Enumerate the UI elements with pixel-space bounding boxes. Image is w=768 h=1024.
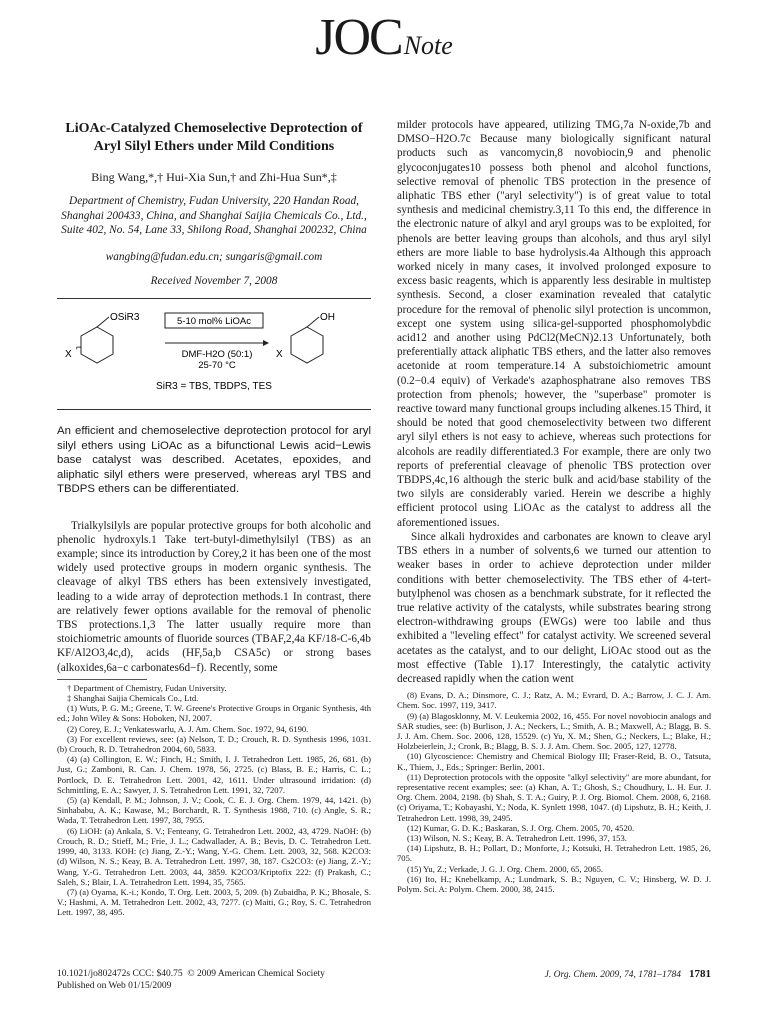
paragraph: Since alkali hydroxides and carbonates are known to cleave aryl TBS ethers in a number of solvents,6 we turned our attention to weaker bases in order to achieve deprotection under milder conditions with better chemoselectivity. The TBS ether of 4-tert-butylphenol was chosen as a benchmark substrate, for it reflected the true relative activity of the catalysts, while substrates bearing strong electron-withdrawing groups (EWGs) were too labile and thus exhibited a "leveling effect" for catalyst activity. We screened several acetates as the catalyst, and to our delight, LiOAc stood out as the most effective (Table 1).17 Interestingly, the catalytic activity decreased rapidly when the cation went: [397, 530, 711, 685]
footnote: (3) For excellent reviews, see: (a) Nelson, T. D.; Crouch, R. D. Synthesis 1996, 1031. (b) Crouch, R. D. Tetrahedron 2004, 60, 5833.: [57, 733, 371, 755]
svg-text:⌐: ⌐: [76, 342, 82, 353]
footnote: (1) Wuts, P. G. M.; Greene, T. W. Greene's Protective Groups in Organic Synthesis, 4th ed.; John Wiley & Sons: Hoboken, NJ, 2007.: [57, 703, 371, 724]
product-bond: [307, 317, 319, 327]
page-number: 1781: [689, 968, 711, 980]
abstract: An efficient and chemoselective deprotection protocol for aryl silyl ethers using LiOAc as a bifunctional Lewis acid−Lewis base catalyst was described. Acetates, epoxides, and aliphatic silyl ethers were preserved, whereas aryl TBS and TBDPS ethers can be differentiated.: [57, 425, 371, 496]
product-group: OH: [320, 312, 335, 324]
citation: J. Org. Chem. 2009, 74, 1781–1784: [544, 970, 681, 980]
reactant-ring: [81, 327, 113, 363]
paragraph: Trialkylsilyls are popular protective groups for both alcoholic and phenolic hydroxyls.1 Take tert-butyl-dimethylsilyl (TBS) as an example; since its introduction by Corey,2 it has been one of the most widely used protective groups in modern organic synthesis. The cleavage of alkyl TBS ethers has been extensively investigated, leading to a wide array of deprotection methods.1 In contrast, there are relatively fewer options available for the removal of phenolic TBS protections.1,3 The latter usually require more than stoichiometric amounts of fluoride sources (TBAF,2,4a KF/18-C-6,4b KF/Al2O3,4c,d), acids (HF,5a,b CSA5c) or strong bases (alkoxides,6a−c carbonates6d−f). Recently, some: [57, 519, 371, 674]
footnote: (13) Wilson, N. S.; Keay, B. A. Tetrahedron Lett. 1996, 37, 153.: [407, 832, 627, 843]
reactant-substituent: X: [65, 349, 72, 361]
journal-logo: JOC: [315, 9, 402, 66]
footnotes-left: [57, 683, 371, 918]
footnote: (10) Glycoscience: Chemistry and Chemical Biology III; Fraser-Reid, B. O., Tatsuta, K., Thiem, J., Eds.; Springer: Berlin, 2001.: [397, 751, 711, 772]
affiliation: Department of Chemistry, Fudan University, 220 Handan Road, Shanghai 200433, China, and Shanghai Saijia Chemicals Co., Ltd., Suite 402, No. 54, Lane 33, Shilong Road, Shanghai 200232, China: [61, 195, 367, 237]
footer-right: [397, 968, 711, 981]
product-substituent: X: [276, 349, 283, 361]
footnote: (6) LiOH: (a) Ankala, S. V.; Fenteany, G. Tetrahedron Lett. 2002, 43, 4729. NaOH: (b) Crouch, R. D.; Stieff, M.; Frie, J. L.; Cadwallader, A. B.; Bevis, D. C. Tetrahedron Lett. 1999, 40, 3133. KOH: (c) Jiang, Z.-Y.; Wang, Y.-G. Chem. Lett. 2003, 32, 568. K2CO3: (d) Wilson, N. S.; Keay, B. A. Tetrahedron Lett. 1997, 38, 187. Cs2CO3: (e) Jiang, Z.-Y.; Wang, Y.-G. Tetrahedron Lett. 2003, 44, 3859. K2CO3/Kriptofix 222: (f) Prakash, C.; Saleh, S.; Blair, I. A. Tetrahedron Lett. 1994, 35, 7565.: [57, 825, 371, 887]
right-column: [397, 118, 711, 894]
reactant-bond: [97, 317, 109, 327]
body-text-right: [397, 118, 711, 686]
footnote-rule: [57, 679, 147, 680]
footnote: (7) (a) Oyama, K.-i.; Kondo, T. Org. Lett. 2003, 5, 209. (b) Zubaidha, P. K.; Bhosale, S. V.; Hashmi, A. M. Tetrahedron Lett. 2002, 43, 7277. (c) Maiti, G.; Roy, S. C. Tetrahedron Lett. 1997, 38, 495.: [57, 886, 371, 918]
footnote: † Department of Chemistry, Fudan University.: [67, 682, 227, 693]
footnote: (9) (a) Blagosklonny, M. V. Leukemia 2002, 16, 455. For novel novobiocin analogs and SAR studies, see: (b) Burlison, J. A.; Neckers, L.; Smith, A. B.; Maxwell, A.; Blagg, B. S. J. J. Am. Chem. Soc. 2006, 128, 15529. (c) Yu, X. M.; Shen, G.; Neckers, L.; Blake, H.; Holzbeierlein, J.; Cronk, B.; Blagg, B. S. J. J. Am. Chem. Soc. 2005, 127, 12778.: [397, 710, 711, 752]
footnote: (11) Deprotection protocols with the opposite "alkyl selectivity" are more abundant, for representative recent examples; see: (a) Khan, A. T.; Ghosh, S.; Choudhury, L. H. Eur. J. Org. Chem. 2004, 2198. (b) Shah, S. T. A.; Guiry, P. J. Org. Biomol. Chem. 2008, 6, 2168. (c) Oriyama, T.; Kobayashi, Y.; Noda, K. Synlett 1998, 1047. (d) Lipshutz, B. H.; Keith, J. Tetrahedron Lett. 1998, 39, 2495.: [397, 771, 711, 823]
body-text-left: [57, 519, 371, 675]
footer-left: 10.1021/jo802472s CCC: $40.75 © 2009 American Chemical Society Published on Web 01/15/2009: [57, 968, 371, 992]
footnote: (12) Kumar, G. D. K.; Baskaran, S. J. Org. Chem. 2005, 70, 4520.: [407, 822, 635, 833]
footnote: (2) Corey, E. J.; Venkateswarlu, A. J. Am. Chem. Soc. 1972, 94, 6190.: [67, 723, 309, 734]
divider: [57, 409, 371, 410]
arrow-head: [263, 340, 269, 346]
silyl-groups: SiR3 = TBS, TBDPS, TES: [156, 381, 272, 393]
footnote: (5) (a) Kendall, P. M.; Johnson, J. V.; Cook, C. E. J. Org. Chem. 1979, 44, 1421. (b) Sinhababu, A. K.; Kawase, M.; Borchardt, R. T. Synthesis 1988, 710. (c) Angle, S. R.; Wada, T. Tetrahedron Lett. 1997, 38, 7955.: [57, 795, 371, 826]
footnote: (14) Lipshutz, B. H.; Pollart, D.; Monforte, J.; Kotsuki, H. Tetrahedron Lett. 1985, 26, 705.: [397, 843, 711, 864]
copyright: 2009 American Chemical Society: [196, 969, 325, 979]
footnote: (15) Yu, Z.; Verkade, J. G. J. Org. Chem. 2000, 65, 2065.: [407, 863, 604, 874]
footnote: ‡ Shanghai Saijia Chemicals Co., Ltd.: [67, 693, 199, 704]
article-title: LiOAc-Catalyzed Chemoselective Deprotection of Aryl Silyl Ethers under Mild Conditions: [65, 121, 363, 154]
author-list: Bing Wang,*,† Hui-Xia Sun,† and Zhi-Hua Sun*,‡: [91, 170, 337, 184]
footnote: (8) Evans, D. A.; Dinsmore, C. J.; Ratz, A. M.; Evrard, D. A.; Barrow, J. C. J. Am. Chem. Soc. 1997, 119, 3417.: [397, 690, 711, 711]
reaction-scheme: [57, 305, 371, 403]
received-date: Received November 7, 2008: [150, 274, 278, 287]
footnote: (4) (a) Collington, E. W.; Finch, H.; Smith, I. J. Tetrahedron Lett. 1985, 26, 681. (b) Just, G.; Zamboni, R. Can. J. Chem. 1978, 56, 2725. (c) Blass, B. E.; Harris, C. L.; Portlock, D. E. Tetrahedron Lett. 2001, 42, 1611. Under ultrasound irridation: (d) Schmittling, E. A.; Sawyer, J. S. Tetrahedron Lett. 1991, 32, 7207.: [57, 754, 371, 795]
solvent-label: DMF-H2O (50:1): [181, 349, 253, 361]
product-ring: [291, 327, 323, 363]
journal-masthead: [0, 10, 768, 66]
published-date: Published on Web 01/15/2009: [57, 981, 172, 991]
doi: 10.1021/jo802472s CCC: $40.75: [57, 969, 183, 979]
reactant-group: OSiR3: [110, 312, 140, 324]
temperature-label: 25-70 °C: [198, 360, 236, 372]
left-column: [57, 118, 371, 918]
email: wangbing@fudan.edu.cn; sungaris@gmail.com: [105, 250, 323, 263]
catalyst-label: 5-10 mol% LiOAc: [177, 316, 251, 328]
reaction-scheme-drawing: [57, 305, 371, 403]
paragraph: milder protocols have appeared, utilizing TMG,7a N-oxide,7b and DMSO−H2O.7c Because many biologically significant natural products such as vancomycin,8 novobiocin,9 and phenolic glycoconjugates10 possess both phenol and alcohol functions, selective removal of phenolic TBS protection in the presence of aliphatic TBS ether ("aryl selectivity") is of great value to total synthesis and medicinal chemistry.3,11 To this end, the difference in the electronic nature of alkyl and aryl groups was to be exploited, for phenols are better leaving groups than alcohols, and thus aryl silyl ethers are more liable to base hydrolysis.4a Although this approach worked nicely in many cases, it involved prolonged exposure to excess basic reagents, which is apparently less desirable in multistep synthesis. Second, a closer examination revealed that catalytic procedure for the removal of phenolic silyl protection is uncommon, except one system using silica-gel-supported phosphomolybdic acid12 and another using PdCl2(MeCN)2.13 Unfortunately, both preferentially attack aliphatic TBS ethers, and the latter also removes acetonide at room temperature.14 A substoichiometric amount (0.2−0.4 equiv) of Verkade's azaphosphatrane also removes TBS protection from phenols; however, the "superbase" promoter is reactive toward many functional groups including alkenes.15 Third, it should be noted that good chemoselectivity between two different aryl silyl ethers is not easy to achieve, whereas such protections for alcohols are readily differentiated.3 For example, there are only two reports of preferential cleavage of phenolic TBS protection over TBDPS,4c,16 although the steric bulk and acid/base stability of the two silyls are considerably varied. Herein we describe a highly efficient protocol using LiOAc as the catalyst to address all the aforementioned issues.: [397, 119, 711, 529]
footnotes-right: [397, 690, 711, 894]
divider: [57, 298, 371, 299]
section-label: Note: [403, 31, 453, 60]
footnote: (16) Ito, H.; Knebelkamp, A.; Lundmark, S. B.; Nguyen, C. V.; Hinsberg, W. D. J. Polym. Sci. A: Polym. Chem. 2000, 38, 2415.: [397, 873, 711, 894]
